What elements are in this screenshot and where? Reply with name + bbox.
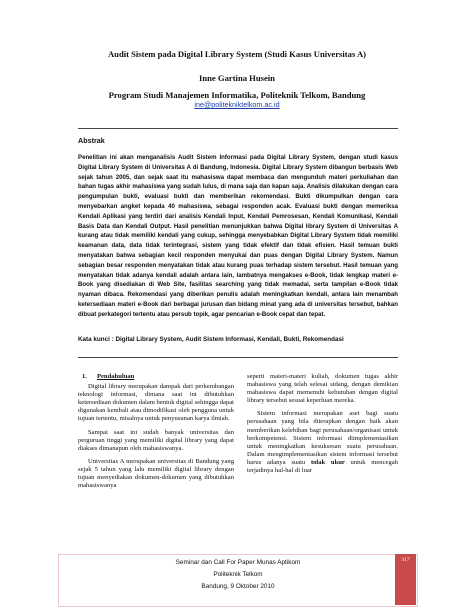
body-paragraph: Digital library merupakan dampak dari perkembangan teknologi informasi, dimana saat ini dibutuhkan ketersediaan dokumen dalam bentuk digital sehingga dapat digunakan kembali atau dimodifikasi oleh pengguna untuk tujuan tertentu, misalnya untuk penyusunan karya ilmiah. bbox=[78, 383, 235, 423]
emphasis-text: tolak ukur bbox=[310, 458, 345, 466]
page-number: 317 bbox=[401, 557, 410, 563]
abstract-heading: Abstrak bbox=[78, 136, 105, 145]
paragraph-text: untuk mencegah terjadinya hal-hal di luar bbox=[247, 458, 398, 475]
footer-institution: Politeknik Telkom bbox=[213, 571, 263, 579]
author-name: Inne Gartina Husein bbox=[199, 73, 275, 83]
section-heading bbox=[78, 373, 234, 381]
keywords: Kata kunci : Digital Library System, Audit Sistem Informasi, Kendali, Bukti, Rekomendasi bbox=[78, 336, 344, 343]
body-paragraph: seperti materi-materi kuliah, dokumen tugas akhir mahasiswa yang telah selesai sidang, dengan demikian mahasiswa dapat memenuhi kebutuhan dengan digital library tersebut sesuai keperluan mereka. bbox=[247, 373, 398, 405]
paper-title: Audit Sistem pada Digital Library System (Studi Kasus Universitas A) bbox=[107, 49, 367, 59]
body-paragraph bbox=[247, 410, 398, 475]
section-number: 1. bbox=[82, 373, 87, 380]
footer-box bbox=[58, 554, 418, 607]
paragraph-text: Sistem informasi merupakan aset bagi suatu perusahaan yang bila diterapkan dengan baik akan memberikan kelebihan bagi perusahaan/organisasi untuk berkompetensi. Sistem informasi diimplementasikan untuk meningkatkan kesuksesan suatu perusahaan. Dalam mengimplementasikan sistem informasi tersebut harus adanya suatu bbox=[247, 410, 398, 466]
footer-conference: Seminar dan Call For Paper Munas Aptikom bbox=[175, 559, 301, 566]
author-email-link[interactable]: ine@politekniktelkom.ac.id bbox=[194, 100, 280, 109]
mid-divider bbox=[78, 357, 398, 358]
section-title: Pendahuluan bbox=[96, 373, 135, 380]
left-column bbox=[78, 373, 234, 495]
top-divider bbox=[78, 128, 398, 129]
page-number-badge bbox=[395, 554, 416, 605]
footer-text bbox=[59, 557, 417, 594]
body-paragraph: Universitas A merupakan universitas di Bandung yang sejak 5 tahun yang lalu memiliki digital library dengan tujuan menyediakan dokumen-dokumen yang dibutuhkan mahasiswanya bbox=[78, 457, 234, 490]
abstract-text: Penelitian ini akan menganalisis Audit Sistem Informasi pada Digital Library System, dengan studi kasus Digital Library System di Universitas A di Bandung, Indonesia. Digital Library System dibangun berbasis Web sejak tahun 2005, dan sejak saat itu mahasiswa dapat membaca dan mengunduh materi perkuliahan dan bahan tugas akhir mahasiswa yang sudah lulus, di mana saja dan kapan saja. Analisis dilakukan dengan cara pengumpulan bukti, evaluasi bukti dan memberikan rekomendasi. Bukti dikumpulkan dengan cara menyebarkan angket kepada 40 mahasiswa, sebagai responden acak. Evaluasi bukti dengan memeriksa Kendali Aplikasi yang terdiri dari analisis Kendali Input, Kendali Pemrosesan, Kendali Komunikasi, Kendali Basis Data dan Kendali Output. Hasil penelitian menunjukkan bahwa Digital library System di Universitas A kurang atau tidak memiliki kendali yang cukup, sehingga menyebabkan Digital Library System tidak memiliki keamanan data, data tidak terintegrasi, sistem yang tidak efektif dan tidak efisien. Hasil temuan bukti menyatakan bahwa sebagian kecil responden menyukai dan puas dengan Digital Library System. Namun sebagian besar responden menyatakan tidak atau kurang puas terhadap sistem tersebut. Hasil temuan yang menyatakan tidak adanya kendali adalah antara lain, lambatnya mengakses e-Book, tidak lengkap materi e-Book yang disediakan di Web Site, fasilitas searching yang tidak memadai, serta tampilan e-Book tidak nyaman dibaca. Rekomendasi yang diberikan penulis adalah meningkatkan kendali, antara lain menambah ketersediaan materi e-Book dari berbagai jurusan dan bidang minat yang ada di universitas tersebut, bahkan dibuat perkategori tertentu atau persub topik, agar pencarian e-Book cepat dan tepat. bbox=[78, 154, 398, 318]
body-paragraph: Sampai saat ini sudah banyak universitas dan perguruan tinggi yang memiliki digital library yang dapat diakses dimanapun oleh mahasiswanya. bbox=[78, 428, 234, 452]
author-affiliation: Program Studi Manajemen Informatika, Politeknik Telkom, Bandung bbox=[108, 90, 366, 100]
footer-date: Bandung, 9 Oktober 2010 bbox=[201, 583, 275, 591]
right-column bbox=[247, 373, 398, 480]
